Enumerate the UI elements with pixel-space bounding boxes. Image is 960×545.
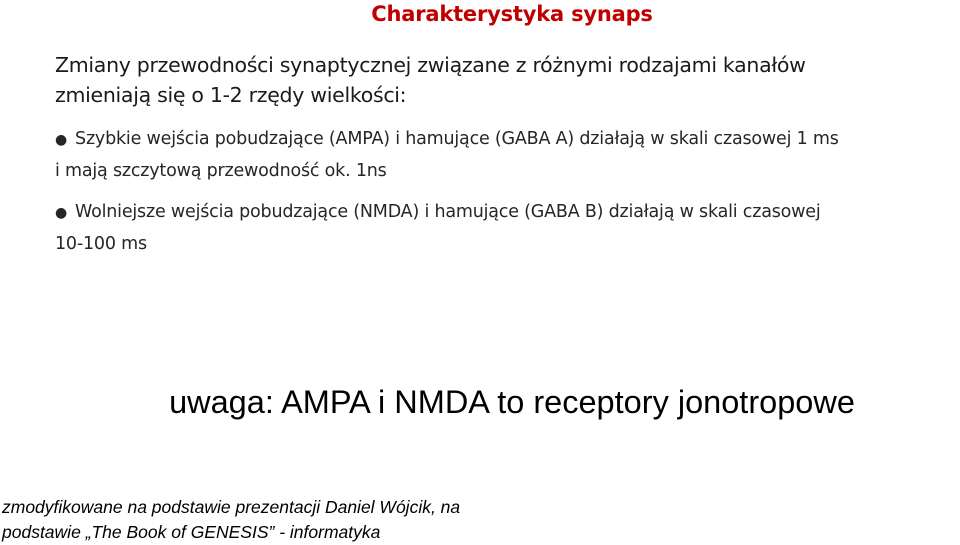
bullet-line-2: i mają szczytową przewodność ok. 1ns — [55, 161, 387, 181]
bullet-line-1 — [55, 124, 955, 156]
bullet-dot-icon: ● — [55, 132, 68, 148]
slide-title: Charakterystyka synaps — [371, 2, 653, 26]
credits-line-2: podstawie „The Book of GENESIS” - informatyka — [2, 522, 381, 542]
intro-line-1: Zmiany przewodności synaptycznej związane z różnymi rodzajami kanałów — [55, 53, 806, 77]
bullet-text: Szybkie wejścia pobudzające (AMPA) i hamujące (GABA A) działają w skali czasowej 1 ms — [75, 129, 839, 149]
bullet-item-fast-inputs — [55, 124, 955, 187]
bullet-text: Wolniejsze wejścia pobudzające (NMDA) i hamujące (GABA B) działają w skali czasowej — [75, 202, 821, 222]
intro-paragraph — [55, 50, 935, 110]
credits-footer — [2, 495, 582, 545]
bullet-item-slow-inputs — [55, 197, 955, 260]
bullet-dot-icon: ● — [55, 205, 68, 221]
credits-line-1: zmodyfikowane na podstawie prezentacji Daniel Wójcik, na — [2, 497, 461, 517]
bullet-line-1 — [55, 197, 955, 229]
note-text: uwaga: AMPA i NMDA to receptory jonotropowe — [169, 384, 855, 420]
bullet-line-2: 10-100 ms — [55, 234, 147, 254]
intro-line-2: zmieniają się o 1-2 rzędy wielkości: — [55, 83, 407, 107]
